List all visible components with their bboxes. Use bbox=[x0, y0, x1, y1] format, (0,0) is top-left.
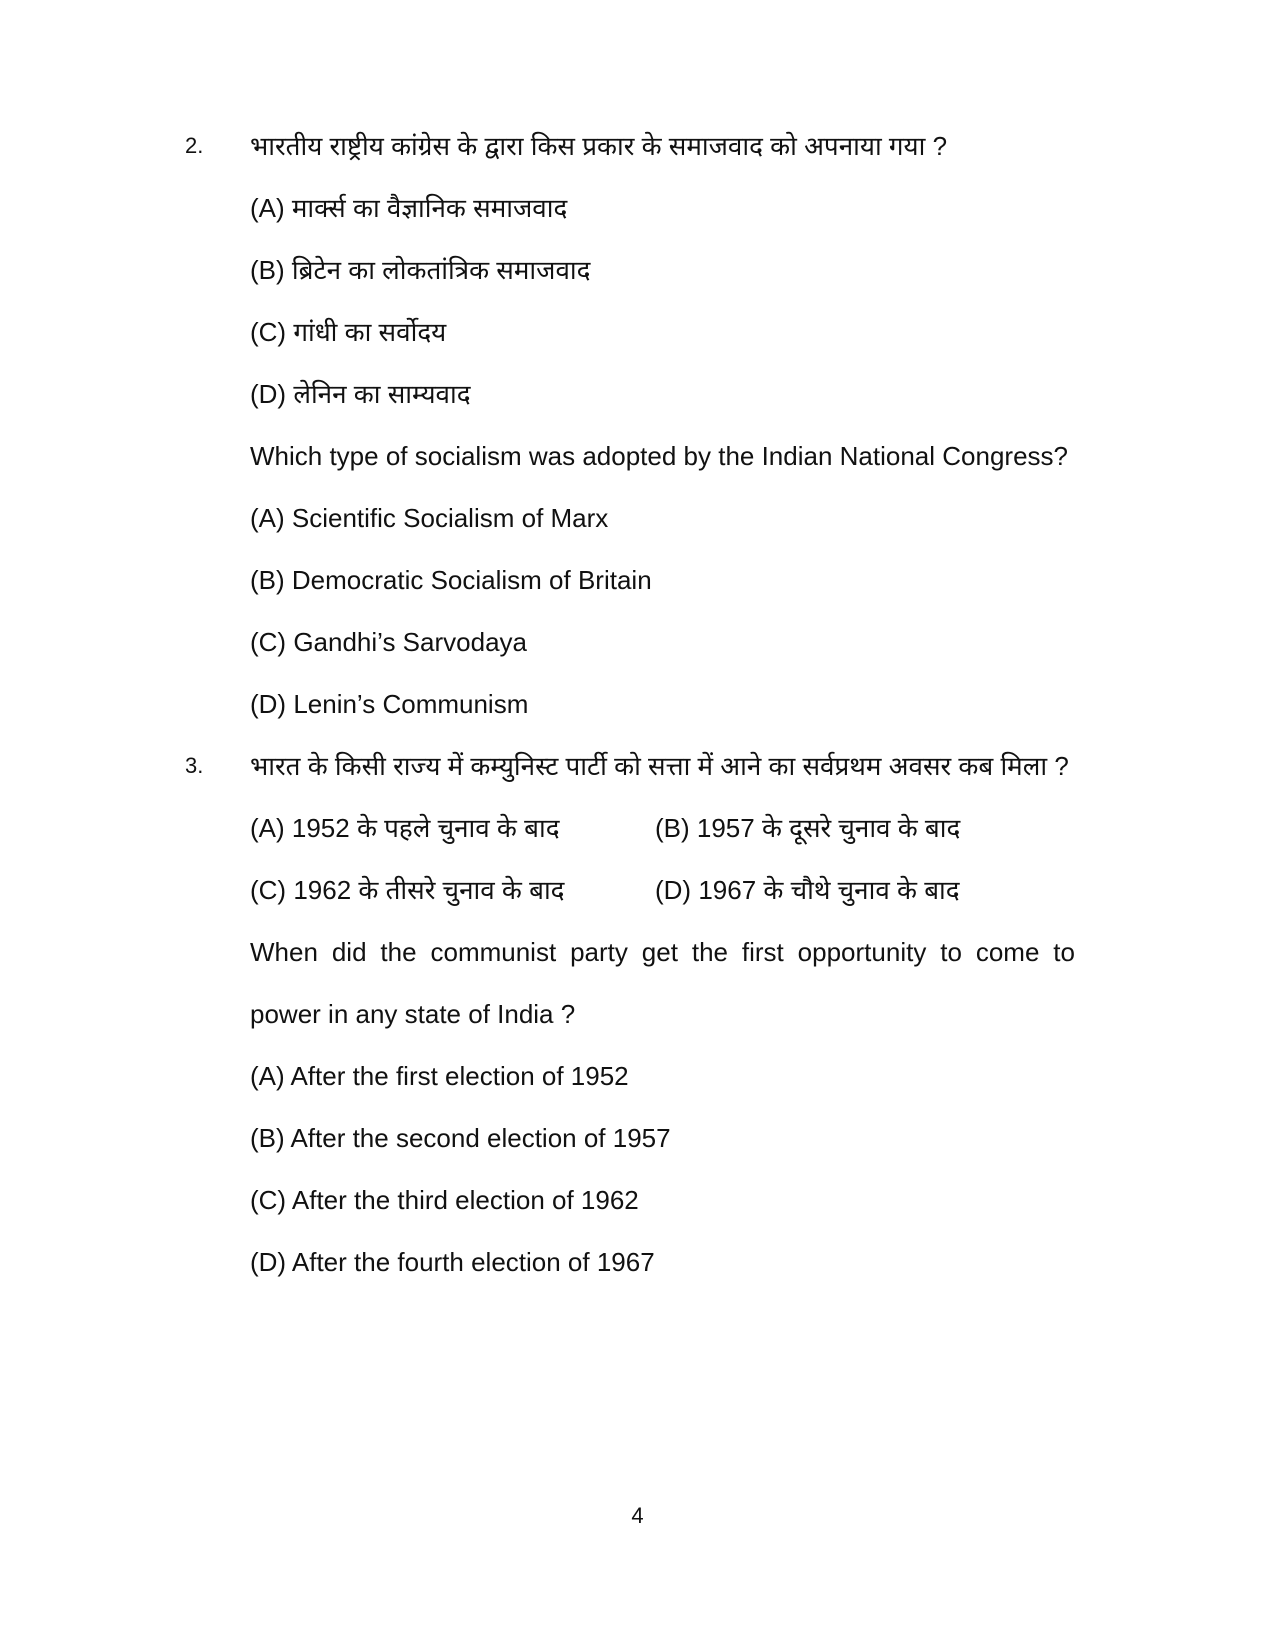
question-3-option-d-hindi: (D) 1967 के चौथे चुनाव के बाद bbox=[655, 875, 960, 905]
question-2-option-a-english: (A) Scientific Socialism of Marx bbox=[250, 503, 609, 533]
question-3-option-c-hindi: (C) 1962 के तीसरे चुनाव के बाद bbox=[250, 875, 565, 905]
question-2-option-b-hindi: (B) ब्रिटेन का लोकतांत्रिक समाजवाद bbox=[250, 255, 591, 285]
question-3-option-b-hindi: (B) 1957 के दूसरे चुनाव के बाद bbox=[655, 813, 961, 843]
question-2-option-c-hindi: (C) गांधी का सर्वोदय bbox=[250, 317, 447, 347]
question-2-option-c-english: (C) Gandhi’s Sarvodaya bbox=[250, 627, 527, 657]
question-3-options-hindi bbox=[250, 797, 1075, 921]
question-3-option-a-english: (A) After the first election of 1952 bbox=[250, 1061, 629, 1091]
question-2-option-d-hindi: (D) लेनिन का साम्यवाद bbox=[250, 379, 471, 409]
question-2-option-d-english: (D) Lenin’s Communism bbox=[250, 689, 529, 719]
page-number: 4 bbox=[631, 1503, 644, 1528]
question-2-header bbox=[185, 115, 1075, 177]
question-2-option-a-hindi: (A) मार्क्स का वैज्ञानिक समाजवाद bbox=[250, 193, 568, 223]
question-3-text-english: When did the communist party get the first opportunity to come to power in any state of India ? bbox=[250, 937, 1075, 1029]
question-3-header bbox=[185, 735, 1075, 797]
question-3 bbox=[185, 735, 1075, 1293]
question-2-number: 2. bbox=[185, 133, 204, 158]
question-3-number: 3. bbox=[185, 753, 204, 778]
question-2-text-english: Which type of socialism was adopted by the Indian National Congress? bbox=[250, 441, 1068, 471]
question-3-option-c-english: (C) After the third election of 1962 bbox=[250, 1185, 639, 1215]
question-2 bbox=[185, 115, 1075, 735]
question-2-option-b-english: (B) Democratic Socialism of Britain bbox=[250, 565, 652, 595]
question-3-option-d-english: (D) After the fourth election of 1967 bbox=[250, 1247, 655, 1277]
question-3-option-b-english: (B) After the second election of 1957 bbox=[250, 1123, 671, 1153]
question-3-text-hindi: भारत के किसी राज्य में कम्युनिस्ट पार्टी को सत्ता में आने का सर्वप्रथम अवसर कब मिला ? bbox=[250, 751, 1069, 781]
question-3-option-a-hindi: (A) 1952 के पहले चुनाव के बाद bbox=[250, 813, 560, 843]
question-2-text-hindi: भारतीय राष्ट्रीय कांग्रेस के द्वारा किस प्रकार के समाजवाद को अपनाया गया ? bbox=[250, 131, 948, 161]
